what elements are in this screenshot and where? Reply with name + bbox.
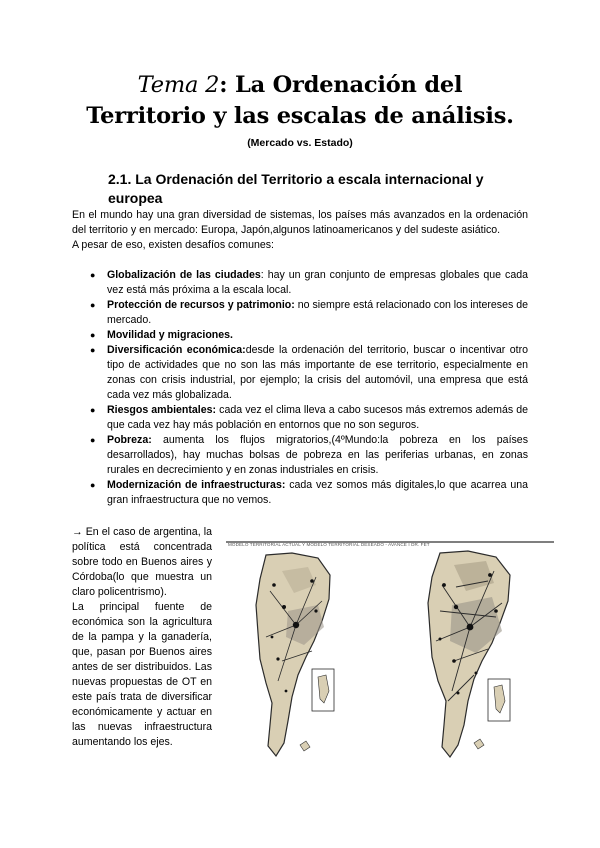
bullet-text: aumenta los flujos migratorios,(4ºMundo:la pobreza en los países desarrollados), hay muchas bolsas de pobreza en las periferias urbanas, en zonas rurales en decrecimiento y en zonas industriales en crisis. bbox=[107, 434, 528, 476]
list-item bbox=[90, 328, 528, 343]
argentina-paragraph-2: La principal fuente de económica son la agricultura de la pampa y la ganadería, que, pasan por Buenos aires antes de ser distribuidos. Las nuevas propuestas de OT en este país trata de diversificar económicamente y actuar en las nuevas infraestructura aumentando los ejes. bbox=[72, 601, 212, 748]
argentina-text bbox=[72, 525, 212, 750]
challenges-list bbox=[90, 268, 528, 508]
bullet-term: Diversificación económica: bbox=[107, 344, 246, 356]
list-item bbox=[90, 343, 528, 403]
bullet-term: Globalización de las ciudades bbox=[107, 269, 261, 281]
bullet-text: : hay un gran conjunto de empresas globales que cada vez está más próxima a la escala local. bbox=[107, 269, 528, 296]
argentina-maps-figure bbox=[226, 541, 554, 764]
bullet-dot-icon: ● bbox=[90, 270, 96, 280]
bullet-term: Movilidad y migraciones. bbox=[107, 329, 233, 341]
intro-paragraph: En el mundo hay una gran diversidad de sistemas, los países más avanzados en la ordenación del territorio y en mercado: Europa, Japón,algunos latinoamericanos y del sudeste asiático. bbox=[72, 209, 528, 236]
list-item bbox=[90, 478, 528, 508]
list-item bbox=[90, 268, 528, 298]
list-item bbox=[90, 433, 528, 478]
bullet-dot-icon: ● bbox=[90, 345, 96, 355]
figure-caption: MODELO TERRITORIAL ACTUAL Y MODELO TERRITORIAL DESEADO - AVANCE I DR. FET bbox=[228, 542, 430, 547]
bullet-text: cada vez el clima lleva a cabo sucesos más extremos además de que cada vez hay más población en entornos que no son seguros. bbox=[107, 404, 528, 431]
intro-line2: A pesar de eso, existen desafíos comunes: bbox=[72, 239, 274, 251]
bullet-term: Modernización de infraestructuras: bbox=[107, 479, 286, 491]
bullet-dot-icon: ● bbox=[90, 435, 96, 445]
bullet-dot-icon: ● bbox=[90, 480, 96, 490]
title-italic: Tema 2 bbox=[137, 72, 220, 98]
section-heading: 2.1. La Ordenación del Territorio a escala internacional y europea bbox=[108, 171, 484, 206]
title-line2: Territorio y las escalas de análisis. bbox=[86, 103, 514, 129]
list-item bbox=[90, 403, 528, 433]
bullet-text: no siempre está relacionado con los intereses de mercado. bbox=[107, 299, 528, 326]
list-item bbox=[90, 298, 528, 328]
intro-block bbox=[72, 208, 528, 253]
bullet-dot-icon: ● bbox=[90, 405, 96, 415]
bullet-text: desde la ordenación del territorio, buscar o incentivar otro tipo de actividades que no son las más importante de ese territorio, especialmente en zonas con crisis industrial, por ejemplo; la crisis del automóvil, una empresa que está cada vez más globalizada. bbox=[107, 344, 528, 401]
bullet-dot-icon: ● bbox=[90, 300, 96, 310]
bullet-term: Pobreza: bbox=[107, 434, 152, 446]
title-line1: : La Ordenación del bbox=[219, 72, 463, 98]
maps-illustration bbox=[226, 541, 554, 764]
bullet-term: Protección de recursos y patrimonio: bbox=[107, 299, 295, 311]
bullet-term: Riesgos ambientales: bbox=[107, 404, 217, 416]
page-title bbox=[40, 70, 560, 132]
subtitle: (Mercado vs. Estado) bbox=[247, 137, 353, 149]
argentina-paragraph-1: → En el caso de argentina, la política está concentrada sobre todo en Buenos aires y Córdoba(lo que muestra un claro policentrismo). bbox=[72, 526, 212, 598]
bullet-dot-icon: ● bbox=[90, 330, 96, 340]
bullet-text: cada vez somos más digitales,lo que acarrea una gran infraestructura que no vemos. bbox=[107, 479, 528, 506]
